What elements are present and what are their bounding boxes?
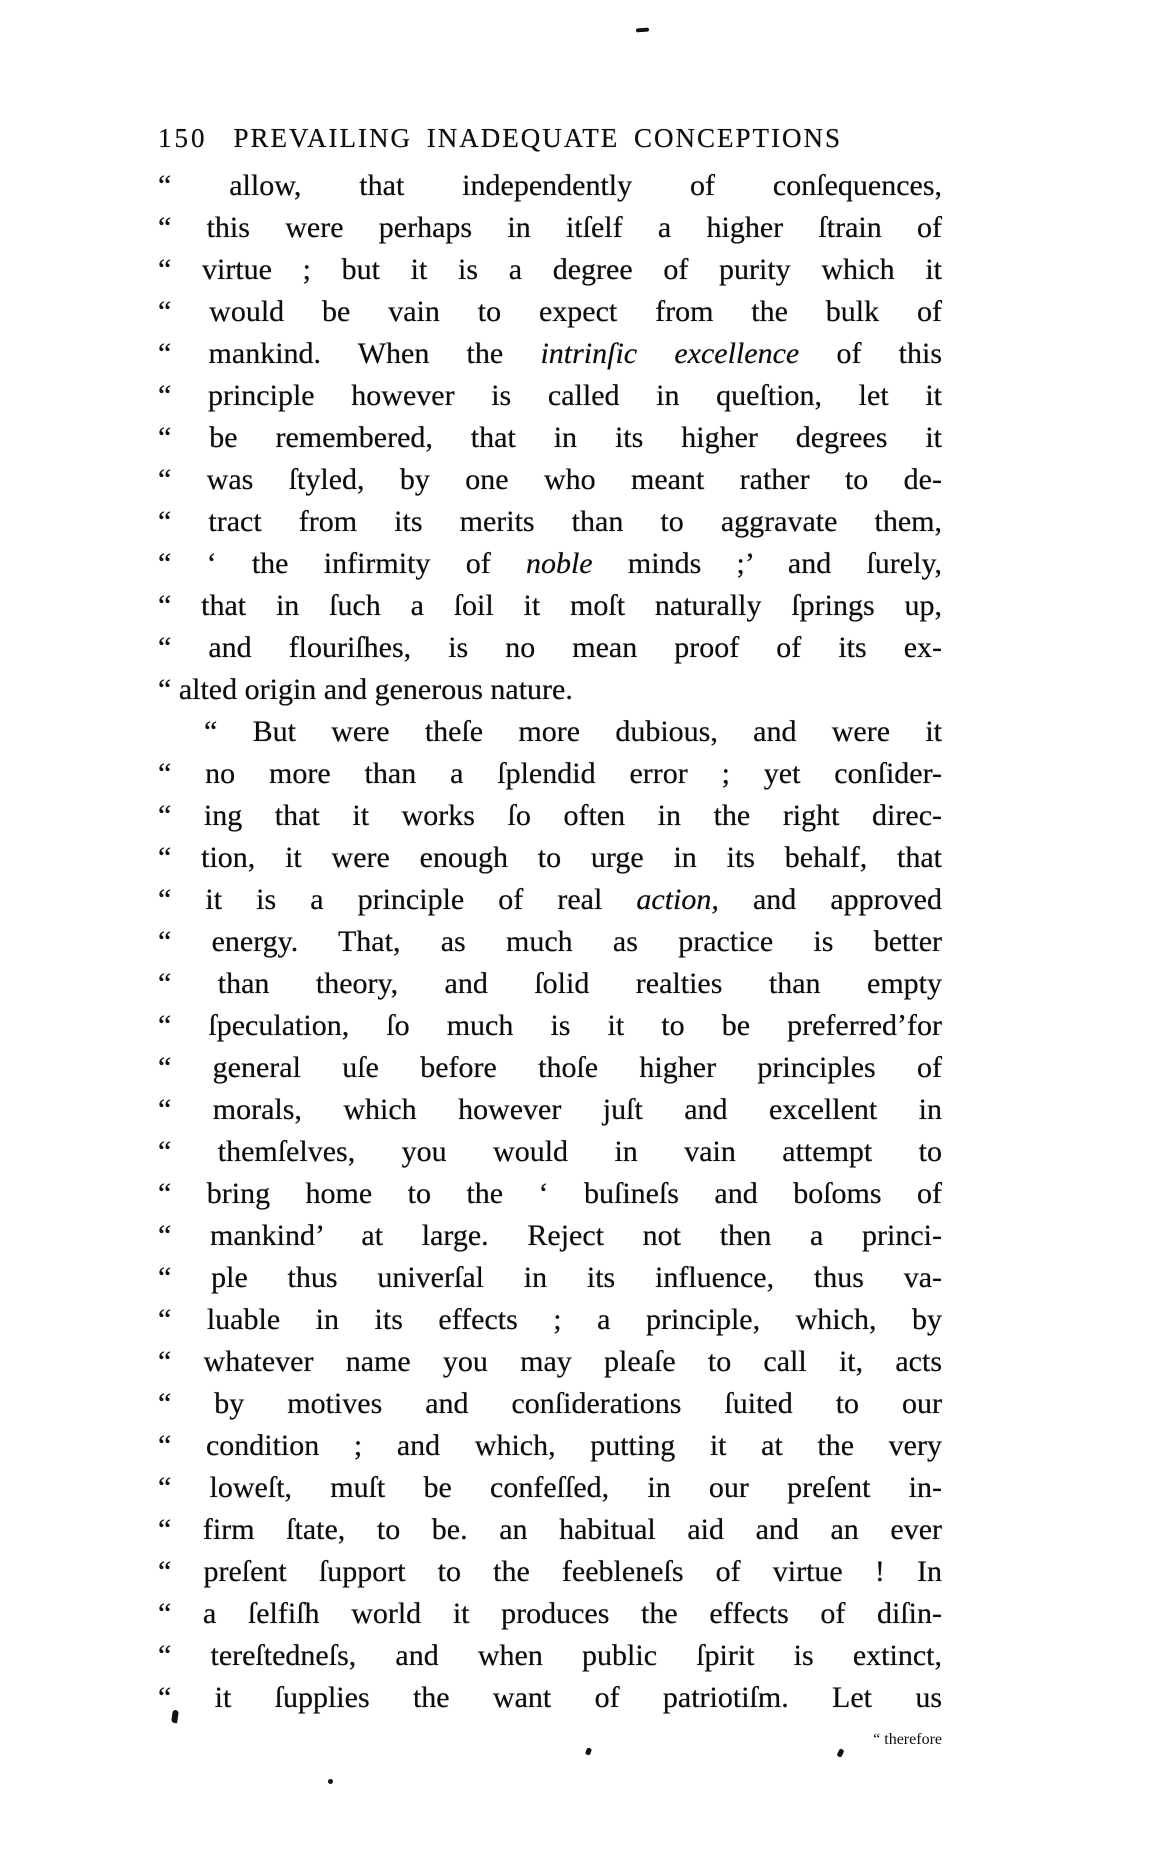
italic-text: intrinſic excellence (540, 337, 800, 370)
text-line (158, 1173, 942, 1215)
text-line (158, 1089, 942, 1131)
text-line (158, 1131, 942, 1173)
text-segment: “ it is a principle of real (158, 883, 637, 916)
text-segment: “ energy. That, as much as practice is better (158, 925, 942, 958)
text-line (158, 543, 942, 585)
text-segment: “ luable in its effects ; a principle, which, by (158, 1303, 942, 1336)
text-segment: “ But were theſe more dubious, and were it (204, 715, 942, 748)
text-line (158, 291, 942, 333)
page-title: PREVAILING INADEQUATE CONCEPTIONS (233, 123, 842, 153)
text-line (158, 1047, 942, 1089)
text-segment: “ was ſtyled, by one who meant rather to de- (158, 463, 942, 496)
text-line (158, 459, 942, 501)
scan-speck (636, 28, 649, 33)
text-segment: “ tract from its merits than to aggravate them, (158, 505, 942, 538)
text-line (158, 1299, 942, 1341)
text-line (158, 1509, 942, 1551)
catchword: “ therefore (873, 1731, 942, 1748)
text-segment: “ condition ; and which, putting it at the very (158, 1429, 942, 1462)
text-segment: “ general uſe before thoſe higher principles of (158, 1051, 942, 1084)
text-segment: “ preſent ſupport to the feebleneſs of virtue ! In (158, 1555, 942, 1588)
text-segment: “ and flouriſhes, is no mean proof of its ex- (158, 631, 942, 664)
text-segment: “ allow, that independently of conſequences, (158, 169, 942, 202)
text-segment: “ by motives and conſiderations ſuited to our (158, 1387, 942, 1420)
text-segment: “ loweſt, muſt be confeſſed, in our preſent in- (158, 1471, 942, 1504)
text-segment: “ firm ſtate, to be. an habitual aid and an ever (158, 1513, 942, 1546)
body-text (158, 165, 942, 1719)
text-segment: “ whatever name you may pleaſe to call it, acts (158, 1345, 942, 1378)
text-line (158, 1215, 942, 1257)
text-segment: “ morals, which however juſt and excellent in (158, 1093, 942, 1126)
text-line (158, 1005, 942, 1047)
text-line (158, 921, 942, 963)
text-segment: “ tion, it were enough to urge in its behalf, that (158, 841, 942, 874)
text-segment: “ mankind’ at large. Reject not then a princi- (158, 1219, 942, 1252)
text-segment: minds ;’ and ſurely, (592, 547, 942, 580)
text-line (158, 585, 942, 627)
text-line (158, 711, 942, 753)
text-line (158, 1383, 942, 1425)
text-line (158, 753, 942, 795)
text-segment: “ alted origin and generous nature. (158, 673, 573, 706)
text-line (158, 417, 942, 459)
text-segment: “ it ſupplies the want of patriotiſm. Let us (158, 1681, 942, 1714)
text-line (158, 165, 942, 207)
text-segment: “ tereſtedneſs, and when public ſpirit is extinct, (158, 1639, 942, 1672)
text-line (158, 1635, 942, 1677)
text-segment: “ ſpeculation, ſo much is it to be preferredʼfor (158, 1009, 942, 1042)
text-line (158, 1257, 942, 1299)
text-line (158, 501, 942, 543)
text-segment: “ virtue ; but it is a degree of purity which it (158, 253, 942, 286)
text-line (158, 879, 942, 921)
text-line (158, 963, 942, 1005)
text-segment: “ ing that it works ſo often in the right direc- (158, 799, 942, 832)
text-line (158, 1593, 942, 1635)
text-segment: “ be remembered, that in its higher degrees it (158, 421, 942, 454)
text-segment: “ ple thus univerſal in its influence, thus va- (158, 1261, 942, 1294)
text-line (158, 1677, 942, 1719)
text-segment: “ mankind. When the (158, 337, 541, 370)
running-head (158, 122, 942, 154)
text-segment: “ bring home to the ‘ buſineſs and boſoms of (158, 1177, 942, 1210)
text-segment: “ that in ſuch a ſoil it moſt naturally ſprings up, (158, 589, 942, 622)
text-line (158, 207, 942, 249)
text-segment: and approved (718, 883, 942, 916)
italic-text: action, (636, 883, 719, 916)
text-segment: “ no more than a ſplendid error ; yet conſider- (158, 757, 942, 790)
text-line (158, 669, 942, 711)
page-number: 150 (158, 123, 208, 153)
text-segment: of this (799, 337, 943, 370)
text-line (158, 1425, 942, 1467)
text-line (158, 1467, 942, 1509)
text-line (158, 1551, 942, 1593)
text-segment: “ would be vain to expect from the bulk of (158, 295, 942, 328)
text-segment: “ themſelves, you would in vain attempt to (158, 1135, 942, 1168)
text-line (158, 375, 942, 417)
text-segment: “ than theory, and ſolid realties than empty (158, 967, 942, 1000)
text-line (158, 249, 942, 291)
text-segment: “ this were perhaps in itſelf a higher ſtrain of (158, 211, 942, 244)
scan-speck (328, 1779, 333, 1784)
text-line (158, 795, 942, 837)
text-segment: “ ‘ the infirmity of (158, 547, 526, 580)
text-line (158, 1341, 942, 1383)
text-line (158, 627, 942, 669)
italic-text: noble (525, 547, 593, 580)
text-line (158, 333, 942, 375)
text-segment: “ principle however is called in queſtion, let it (158, 379, 942, 412)
text-line (158, 837, 942, 879)
text-block (158, 122, 942, 1761)
text-segment: “ a ſelfiſh world it produces the effects of diſin- (158, 1597, 942, 1630)
